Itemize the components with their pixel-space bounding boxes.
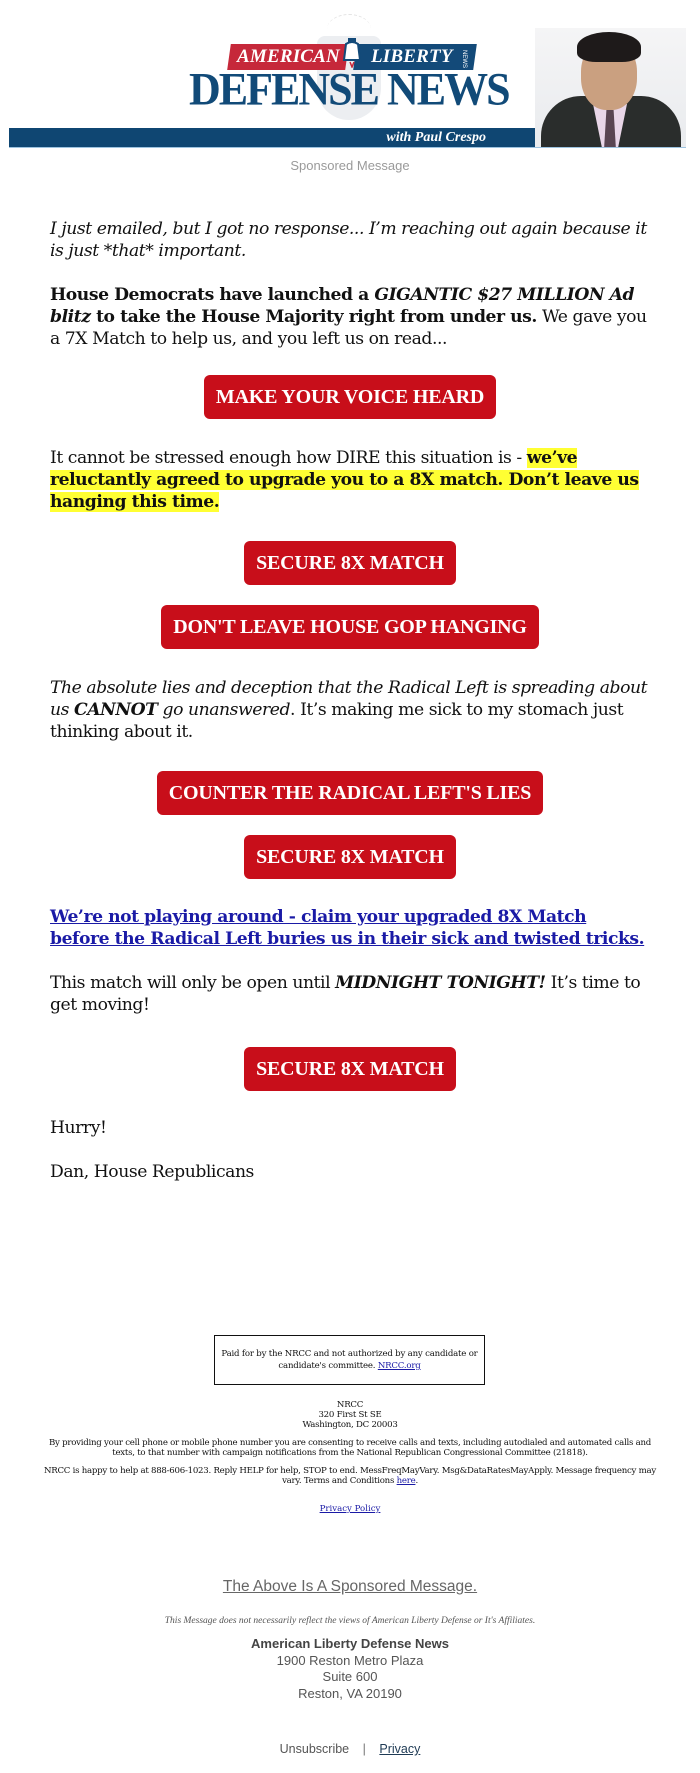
footer-links (0, 1742, 700, 1756)
privacy-link[interactable]: Privacy (379, 1742, 421, 1756)
host-line: with Paul Crespo (386, 130, 486, 145)
views-disclaimer: This Message does not necessarily reflect the views of American Liberty Defense or It's Affiliates. (164, 1616, 536, 1626)
logo-text-american: AMERICAN (237, 46, 340, 67)
above-sponsored-row (0, 1578, 700, 1596)
email-body (50, 218, 650, 1183)
logo-text-liberty: LIBERTY (371, 46, 453, 67)
terms-here-link[interactable]: here (396, 1476, 416, 1486)
legal-text (40, 1400, 660, 1494)
radical-left-paragraph: The absolute lies and deception that the Radical Left is spreading about us CANNOT go unanswered. It’s making me sick to my stomach just thinking about it. (50, 678, 648, 742)
sponsored-message-label: Sponsored Message (290, 158, 410, 173)
privacy-policy-row (0, 1504, 700, 1514)
midnight-deadline-paragraph: This match will only be open until MIDNIGHT TONIGHT! It’s time to get moving! (50, 973, 641, 1015)
make-your-voice-heard-button[interactable]: MAKE YOUR VOICE HEARD (204, 375, 496, 419)
secure-8x-match-button[interactable]: SECURE 8X MATCH (244, 541, 456, 585)
signature: Dan, House Republicans (50, 1162, 254, 1182)
democrats-ad-paragraph: House Democrats have launched a GIGANTIC $27 MILLION Ad blitz to take the House Majority right from under us. We gave you a 7X Match to help us, and you left us on read... (50, 285, 647, 349)
sms-consent-text: By providing your cell phone or mobile phone number you are consenting to receive calls and texts, including autodialed and automated calls and texts, to that number with campaign notifications from the National Republican Congressional Committee (21818). (48, 1438, 651, 1458)
sms-help-text: NRCC is happy to help at 888-606-1023. Reply HELP for help, STOP to end. MessFreqMayVary. Msg&DataRatesMayApply. Message frequency may vary. Terms and Conditions here. (43, 1466, 657, 1486)
claim-upgraded-match-link[interactable]: We’re not playing around - claim your upgraded 8X Match before the Radical Left buries us in their sick and twisted tricks. (50, 907, 645, 949)
nrcc-org-link[interactable]: NRCC.org (377, 1361, 421, 1371)
host-photo (535, 28, 686, 147)
logo-defense-news: DEFENSE NEWS (189, 63, 509, 116)
sponsor-address: American Liberty Defense News 1900 Reston Metro Plaza Suite 600 Reston, VA 20190 (0, 1636, 700, 1702)
dire-situation-paragraph: It cannot be stressed enough how DIRE this situation is - we’ve reluctantly agreed to upgrade you to a 8X match. Don’t leave us hanging this time. (50, 448, 639, 512)
header-banner (9, 0, 686, 150)
sponsor-org-name: American Liberty Defense News (251, 1636, 449, 1651)
unsubscribe-link[interactable]: Unsubscribe (279, 1742, 350, 1756)
highlighted-text: we’ve reluctantly agreed to upgrade you to a 8X match. Don’t leave us hanging this time. (50, 448, 639, 512)
link-separator: | (362, 1742, 366, 1756)
secure-8x-match-button-3[interactable]: SECURE 8X MATCH (244, 1047, 456, 1091)
paid-for-disclaimer-box: Paid for by the NRCC and not authorized by any candidate or candidate's committee. NRCC.org (214, 1335, 485, 1385)
closing-text: Hurry! (50, 1118, 107, 1138)
privacy-policy-link[interactable]: Privacy Policy (319, 1504, 381, 1514)
secure-8x-match-button-2[interactable]: SECURE 8X MATCH (244, 835, 456, 879)
logo-text-news-small: NEWS (461, 50, 467, 68)
counter-radical-left-lies-button[interactable]: COUNTER THE RADICAL LEFT'S LIES (157, 771, 543, 815)
dont-leave-house-gop-hanging-button[interactable]: DON'T LEAVE HOUSE GOP HANGING (161, 605, 539, 649)
nrcc-address: NRCC 320 First St SE Washington, DC 20003 (302, 1400, 398, 1430)
above-sponsored-link[interactable]: The Above Is A Sponsored Message. (222, 1578, 478, 1595)
intro-paragraph: I just emailed, but I got no response... I’m reaching out again because it is just *that* important. (50, 219, 647, 261)
